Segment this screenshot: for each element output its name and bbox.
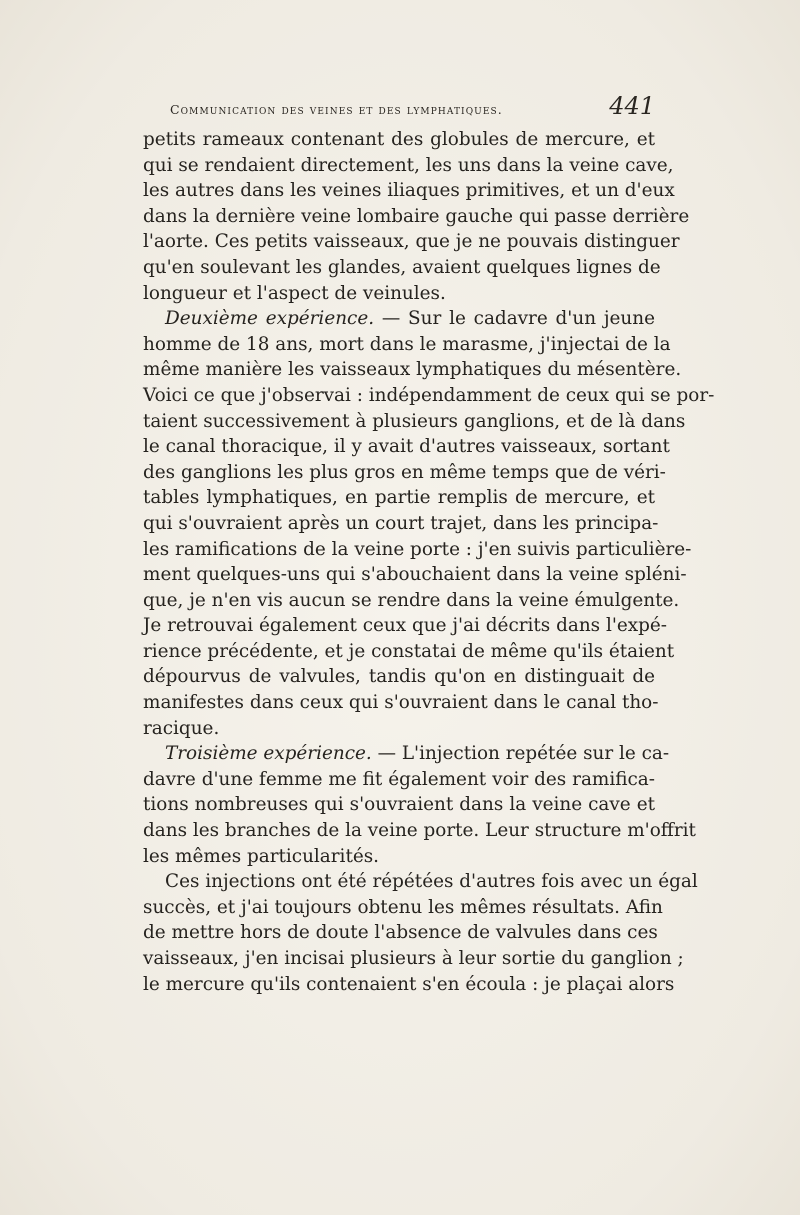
text-line: davre d'une femme me fit également voir des ramifica- <box>143 768 655 790</box>
text-line: Ces injections ont été répétées d'autres fois avec un égal <box>165 871 698 893</box>
page-number: 441 <box>609 92 655 120</box>
text-line: Voici ce que j'observai : indépendamment de ceux qui se por- <box>143 384 715 406</box>
text-line: manifestes dans ceux qui s'ouvraient dans le canal tho- <box>143 692 659 714</box>
text-line: Je retrouvai également ceux que j'ai décrits dans l'expé- <box>143 615 668 637</box>
text-line: tions nombreuses qui s'ouvraient dans la veine cave et <box>143 794 655 816</box>
running-title: Communication des veines et des lymphatiques. <box>170 102 503 117</box>
text-line: dans la dernière veine lombaire gauche qui passe derrière <box>143 205 690 227</box>
text-line: succès, et j'ai toujours obtenu les mêmes résultats. Afin <box>143 896 663 918</box>
text-line: tables lymphatiques, en partie remplis de mercure, et <box>143 487 655 509</box>
text-fragment: — Sur le cadavre d'un jeune <box>374 308 655 330</box>
text-line: le mercure qu'ils contenaient s'en écoula : je plaçai alors <box>143 973 675 995</box>
text-line: les ramifications de la veine porte : j'en suivis particulière- <box>143 538 692 560</box>
page-header <box>145 92 655 126</box>
text-line: rience précédente, et je constatai de même qu'ils étaient <box>143 640 675 662</box>
text-line: dans les branches de la veine porte. Leur structure m'offrit <box>143 820 696 842</box>
text-line: homme de 18 ans, mort dans le marasme, j'injectai de la <box>143 333 671 355</box>
text-line: les mêmes particularités. <box>143 845 379 867</box>
paragraph-opening-line <box>143 306 655 332</box>
text-line: même manière les vaisseaux lymphatiques du mésentère. <box>143 359 682 381</box>
text-line: ment quelques-uns qui s'abouchaient dans la veine spléni- <box>143 564 687 586</box>
text-line: qu'en soulevant les glandes, avaient quelques lignes de <box>143 256 661 278</box>
text-line: vaisseaux, j'en incisai plusieurs à leur sortie du ganglion ; <box>143 948 684 969</box>
text-line: l'aorte. Ces petits vaisseaux, que je ne pouvais distinguer <box>143 231 680 253</box>
body-text <box>143 127 715 997</box>
experiment-heading: Troisième expérience. <box>165 743 372 765</box>
paragraph-opening-line <box>143 741 670 767</box>
text-line: de mettre hors de doute l'absence de valvules dans ces <box>143 922 658 944</box>
text-line: des ganglions les plus gros en même temps que de véri- <box>143 461 666 483</box>
experiment-heading: Deuxième expérience. <box>165 308 375 330</box>
text-line: racique. <box>143 717 220 739</box>
text-line: qui s'ouvraient après un court trajet, dans les principa- <box>143 512 659 534</box>
text-line: dépourvus de valvules, tandis qu'on en distinguait de <box>143 666 655 688</box>
text-line: les autres dans les veines iliaques primitives, et un d'eux <box>143 180 675 202</box>
text-line: longueur et l'aspect de veinules. <box>143 282 446 304</box>
text-line: petits rameaux contenant des globules de mercure, et <box>143 129 655 150</box>
text-line: qui se rendaient directement, les uns dans la veine cave, <box>143 154 674 176</box>
text-line: le canal thoracique, il y avait d'autres vaisseaux, sortant <box>143 436 670 458</box>
text-line: taient successivement à plusieurs ganglions, et de là dans <box>143 410 686 432</box>
text-line: que, je n'en vis aucun se rendre dans la veine émulgente. <box>143 589 680 611</box>
text-fragment: — L'injection repétée sur le ca- <box>371 743 670 765</box>
